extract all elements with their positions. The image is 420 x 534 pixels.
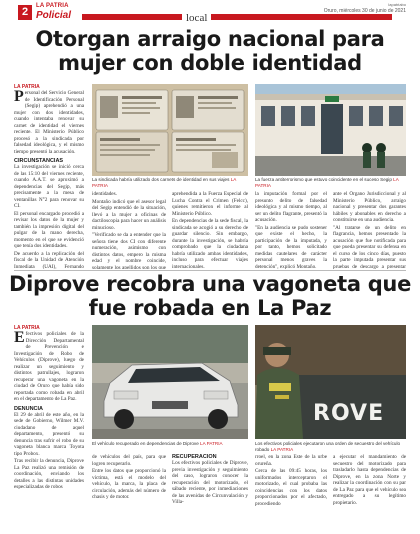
- drop-cap: P: [14, 88, 24, 105]
- story1-caption-2: [255, 177, 406, 188]
- caption-text: Los efectivos policiales ejecutaron una orden de secuestro del vehículo robado: [255, 441, 401, 452]
- paragraph: Montaño indicó que el asesor legal del Segip entendió de la situación, llevó a la mujer a oficinas de dactiloscopia para hacer un análisis minucioso.: [92, 198, 166, 231]
- category-label: local: [182, 12, 211, 24]
- story1-photo-building: [255, 84, 406, 176]
- header-rule: [82, 12, 392, 24]
- caption-credit: LA PATRIA: [255, 177, 399, 188]
- story1-headline: Otorgan arraigo nacional para mujer con doble identidad: [35, 27, 385, 75]
- drop-cap: E: [14, 329, 25, 346]
- paragraph: a ejecutar el mandamiento de secuestro del motorizado para trasladarlo hasta dependencias de Diprove, en la zona Norte y realizar la coordinación con su par de La Paz para que el vehículo sea entregado a su legítimo propietario.: [333, 454, 406, 506]
- caption-text: La fuerza antiterrorismo que estuvo coincidente en el suceso Segip: [255, 177, 392, 182]
- caption-credit: LA PATRIA: [92, 177, 237, 188]
- paragraph: de vehículos del país, para que logren recuperarlo.: [92, 454, 166, 467]
- story2-caption-1: [92, 441, 248, 447]
- caption-credit: LA PATRIA: [200, 441, 223, 446]
- story2-source: LA PATRIA: [14, 325, 40, 331]
- caption-credit: LA PATRIA: [270, 446, 294, 452]
- story2-column-4: [255, 454, 327, 530]
- paragraph: El 29 de abril de este año, en la sede de Gobierno, Wilmer M.V. ciudadano de aquel departamento, presentó su denuncia tras sufrir el robo de su vagoneta blanca marca Toyota tipo Probox.: [14, 411, 84, 457]
- paragraph: "En la audiencia se pudo sostener que existe el hecho, la participación de la imputada, y por tanto, hemos solicitado medidas cautelares de carácter personal menos graves la detención", explicó Montaño.: [255, 224, 327, 269]
- story2-caption-2: [255, 441, 406, 452]
- subheading: DENUNCIA: [14, 405, 44, 412]
- story1-column-2: [92, 191, 166, 269]
- paragraph: Cerca de las 09:45 horas, los uniformados interceptaron el motorizado, el cual probaba las coincidencias con los datos proporcionados por el afectado, procediendo: [255, 468, 327, 507]
- story2-column-5: [333, 454, 406, 530]
- story2-headline: Diprove recobra una vagoneta que fue robada en La Paz: [8, 272, 412, 320]
- website: lapatriabo: [388, 2, 406, 7]
- subheading: CIRCUNSTANCIAS: [14, 158, 64, 164]
- paragraph: El personal encargado procedió a revisar los datos de la mujer y también la impresión digital del pulgar de la mano derecha, momento en el que se evidenció que tenía dos identidades.: [14, 210, 84, 249]
- story1-photo-id-cards: [92, 84, 248, 176]
- paragraph: fectivos policiales de la Dirección Departamental de Prevención e Investigación de Robo de Vehículos (Diprove), luego de realizar un seguimiento y distintos patrullajes, lograron recuperar una vagoneta en la ciudad de Oruro que había sido reportada como robada en abril en el departamento de La Paz.: [14, 331, 84, 402]
- paragraph: Tras recibir la denuncia, Diprove La Paz realizó una remisión de coordinación, enviando los detalles a las distintas unidades especializadas de robos: [14, 458, 84, 490]
- subheading: RECUPERACIÓN: [172, 454, 217, 460]
- story1-column-3: [172, 191, 248, 269]
- story1-caption-1: [92, 177, 248, 188]
- paragraph: rroel, en la zona Este de la urbe orureña.: [255, 454, 327, 467]
- paragraph: Los efectivos policiales de Diprove, previa investigación y seguimiento del caso, lograron conocer la recuperación del motorizado, el sábado reciente, por inmediaciones de las avenidas de Circunvalación y Villa-: [172, 460, 248, 505]
- caption-text: La sindicada habría utilizado dos carnets de identidad en sus viajes: [92, 177, 230, 182]
- story2-column-1: [14, 325, 84, 530]
- issue-date: Oruro, miércoles 30 de junio de 2021: [323, 8, 406, 14]
- brand-name: LA PATRIA: [36, 3, 69, 9]
- story2-column-3: [172, 454, 248, 530]
- story2-photo-police: [255, 325, 406, 439]
- story-divider: [14, 270, 406, 271]
- story2-photo-vehicle: [92, 325, 248, 439]
- paragraph: Entre los datos que proporcionó la víctima, está el modelo del vehículo, la marca, la placa de circulación, además del número de chasis y de motor.: [92, 468, 166, 500]
- paragraph: la imputación formal por el presunto delito de falsedad ideológica y al mismo tiempo, al ser un delito flagrante, presentó la acusación.: [255, 191, 327, 223]
- paragraph: ersonal del Servicio General de Identificación Personal (Segip) aprehendió a una mujer con dos identidades, cuando intentaba renovar su carnet de identidad el viernes reciente. El Ministerio Público procesó a la sindicada por falsedad ideológica, y el mismo tiempo presentó la acusación.: [14, 90, 84, 155]
- section-label: Policial: [36, 10, 72, 21]
- story2-column-2: [92, 454, 166, 530]
- photo-overlay-text: ROVE: [313, 401, 385, 426]
- paragraph: En dependencias de la sede fiscal, la sindicada se acogió a su derecho de guardar silencio. Sin embargo, durante la investigación, se habría comprobado que la ciudadana habría utilizado ambas identidades, incluso para efectuar viajes internacionales.: [172, 218, 248, 269]
- paragraph: aprehendida a la Fuerza Especial de Lucha Contra el Crimen (Felcc), quienes remitieron el informe al Ministerio Público.: [172, 191, 248, 217]
- story1-column-4: [255, 191, 327, 269]
- paragraph: identidades.: [92, 191, 117, 197]
- story1-source: LA PATRIA: [14, 84, 40, 90]
- paragraph: De acuerdo a la replicación del fiscal de la Unidad de Atención Inmediata (UAI), Fernando: [14, 250, 84, 270]
- paragraph: La investigación se inició cerca de las 15:10 del viernes reciente, cuando A.A.T. se aproximó a dependencias del Segip, más precisamente a la mesa de ventanillas N°2 para renovar su CI.: [14, 164, 84, 209]
- story1-column-1: [14, 84, 84, 270]
- paragraph: "Al tratarse de un delito en flagrancia, hemos presentado la acusación que fue notificada para que pueda presentar su defensa en el curso de los cinco días, puesto la parte imputada presentar sus pruebas de descargo a presentar: [333, 224, 406, 269]
- page-header: [0, 0, 420, 22]
- page-number: 2: [18, 5, 32, 20]
- paragraph: "Verificado se da a entender que la señora tiene dos CI con diferente numeración, asimismo con distintos datos, empero la misma edad y el nombre coincide, solamente los apellidos son los que: [92, 232, 166, 269]
- caption-text: El vehículo recuperado en dependencias de Diprove: [92, 441, 199, 446]
- paragraph: ante el Órgano Jurisdiccional y al Ministerio Público, arraigo nacional y presentar dos garantes hábiles y abonables en derecho a constituirse en una audiencia.: [333, 191, 406, 223]
- story1-column-5: [333, 191, 406, 269]
